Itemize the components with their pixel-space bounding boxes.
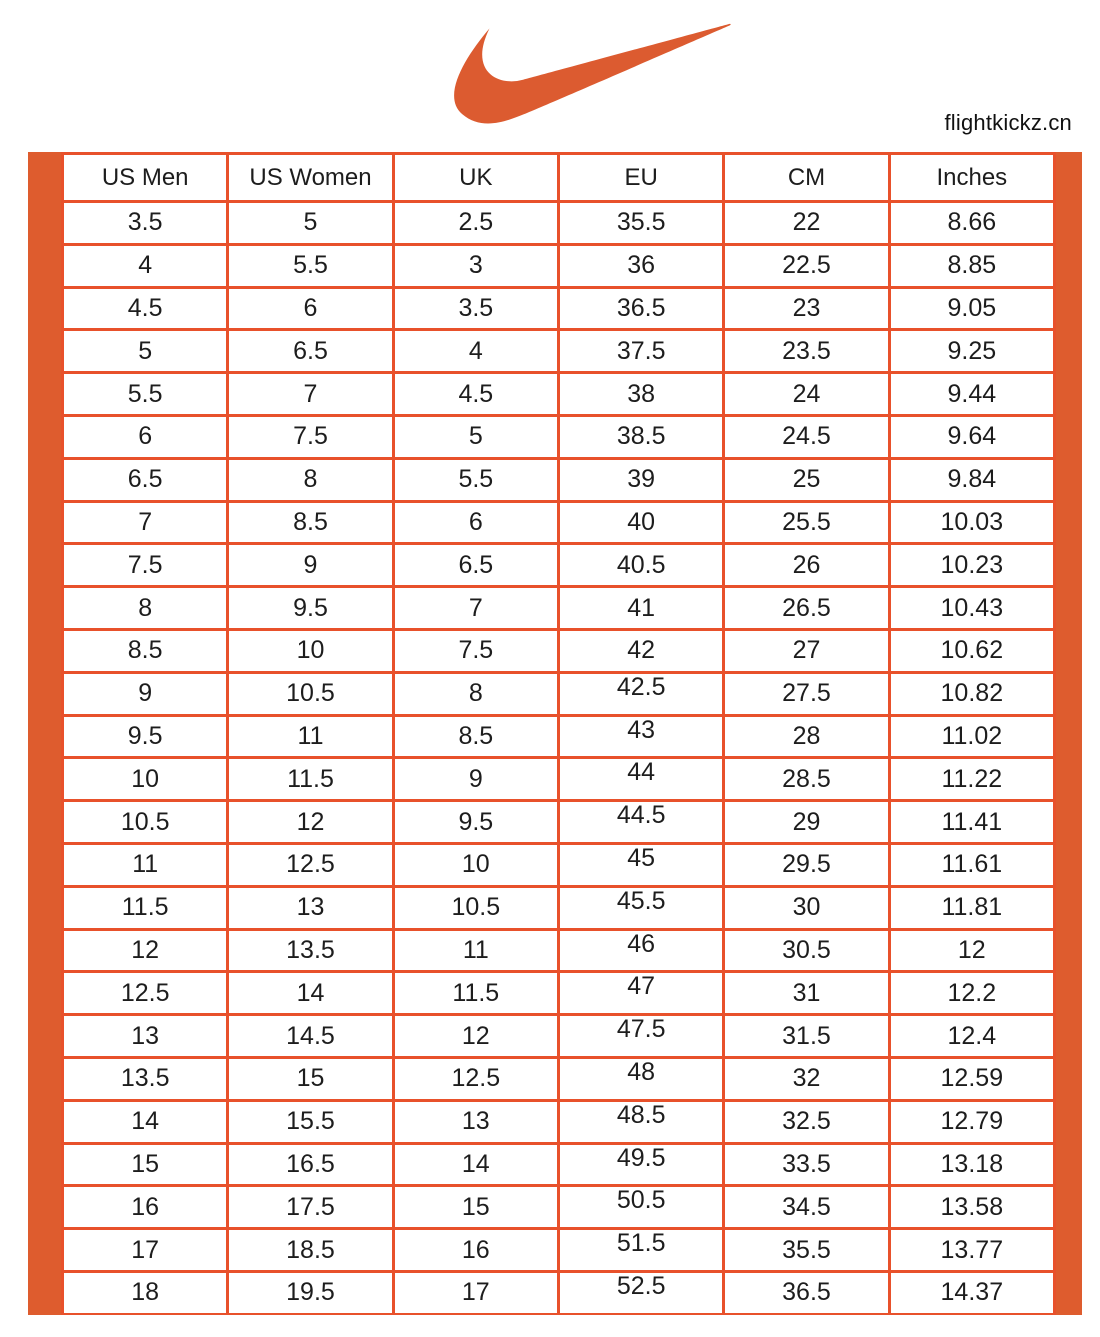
table-cell: 33.5 — [725, 1145, 887, 1185]
table-cell: 11.41 — [891, 802, 1053, 842]
table-cell: 14.5 — [229, 1016, 391, 1056]
table-cell: 48 — [560, 1059, 722, 1099]
table-cell: 14.37 — [891, 1273, 1053, 1313]
table-cell: 47 — [560, 973, 722, 1013]
table-cell: 37.5 — [560, 331, 722, 371]
table-cell: 47.5 — [560, 1016, 722, 1056]
table-cell: 12.5 — [395, 1059, 557, 1099]
table-cell: 6 — [395, 503, 557, 543]
table-cell: 12.5 — [229, 845, 391, 885]
table-cell: 8.85 — [891, 246, 1053, 286]
table-cell: 11.02 — [891, 717, 1053, 757]
table-cell: 17 — [64, 1230, 226, 1270]
table-cell: 31 — [725, 973, 887, 1013]
table-cell: 22.5 — [725, 246, 887, 286]
table-cell: 13.18 — [891, 1145, 1053, 1185]
table-cell: 8 — [229, 460, 391, 500]
table-cell: 10.5 — [229, 674, 391, 714]
table-cell: 27 — [725, 631, 887, 671]
table-cell: 10.43 — [891, 588, 1053, 628]
table-cell: 12 — [229, 802, 391, 842]
table-cell: 18.5 — [229, 1230, 391, 1270]
table-cell: 52.5 — [560, 1273, 722, 1313]
nike-swoosh-icon — [452, 22, 732, 124]
table-cell: 16.5 — [229, 1145, 391, 1185]
table-cell: 10.5 — [395, 888, 557, 928]
table-cell: 32 — [725, 1059, 887, 1099]
table-cell: 15 — [395, 1187, 557, 1227]
left-accent-bar — [28, 152, 61, 1315]
table-cell: 9.84 — [891, 460, 1053, 500]
table-cell: 4.5 — [64, 289, 226, 329]
table-cell: 7 — [64, 503, 226, 543]
table-cell: 44.5 — [560, 802, 722, 842]
table-cell: 9.64 — [891, 417, 1053, 457]
table-cell: 18 — [64, 1273, 226, 1313]
table-cell: 29.5 — [725, 845, 887, 885]
table-cell: 10.5 — [64, 802, 226, 842]
table-cell: 32.5 — [725, 1102, 887, 1142]
table-cell: 11.22 — [891, 759, 1053, 799]
table-cell: 23.5 — [725, 331, 887, 371]
column-header-us-men: US Men — [64, 155, 226, 200]
table-cell: 11.5 — [229, 759, 391, 799]
table-cell: 5 — [229, 203, 391, 243]
table-cell: 14 — [395, 1145, 557, 1185]
table-cell: 17.5 — [229, 1187, 391, 1227]
table-cell: 8 — [64, 588, 226, 628]
table-cell: 13.58 — [891, 1187, 1053, 1227]
table-cell: 4 — [64, 246, 226, 286]
table-cell: 25.5 — [725, 503, 887, 543]
table-cell: 3.5 — [64, 203, 226, 243]
table-cell: 45.5 — [560, 888, 722, 928]
table-cell: 40.5 — [560, 545, 722, 585]
masthead — [0, 0, 1100, 152]
watermark-text: flightkickz.cn — [944, 110, 1072, 135]
table-cell: 6.5 — [64, 460, 226, 500]
table-cell: 29 — [725, 802, 887, 842]
table-cell: 9 — [395, 759, 557, 799]
table-cell: 5.5 — [395, 460, 557, 500]
table-cell: 27.5 — [725, 674, 887, 714]
table-cell: 6 — [229, 289, 391, 329]
table-cell: 8.5 — [64, 631, 226, 671]
column-header-us-women: US Women — [229, 155, 391, 200]
table-cell: 10.23 — [891, 545, 1053, 585]
column-header-inches: Inches — [891, 155, 1053, 200]
table-cell: 11.5 — [395, 973, 557, 1013]
table-cell: 12 — [64, 931, 226, 971]
table-cell: 12.5 — [64, 973, 226, 1013]
table-cell: 9.44 — [891, 374, 1053, 414]
column-header-uk: UK — [395, 155, 557, 200]
table-cell: 2.5 — [395, 203, 557, 243]
table-cell: 15 — [229, 1059, 391, 1099]
table-cell: 15.5 — [229, 1102, 391, 1142]
table-cell: 6 — [64, 417, 226, 457]
table-cell: 8.66 — [891, 203, 1053, 243]
column-header-cm: CM — [725, 155, 887, 200]
table-cell: 9.5 — [229, 588, 391, 628]
table-cell: 35.5 — [560, 203, 722, 243]
table-cell: 42.5 — [560, 674, 722, 714]
table-cell: 51.5 — [560, 1230, 722, 1270]
table-cell: 11 — [64, 845, 226, 885]
table-cell: 4 — [395, 331, 557, 371]
table-cell: 3 — [395, 246, 557, 286]
size-conversion-table — [28, 152, 1082, 1315]
table-cell: 35.5 — [725, 1230, 887, 1270]
table-cell: 5 — [395, 417, 557, 457]
table-cell: 11.5 — [64, 888, 226, 928]
table-cell: 14 — [64, 1102, 226, 1142]
table-cell: 17 — [395, 1273, 557, 1313]
size-grid — [61, 152, 1056, 1315]
table-cell: 23 — [725, 289, 887, 329]
table-cell: 16 — [64, 1187, 226, 1227]
table-cell: 13 — [229, 888, 391, 928]
table-cell: 36.5 — [560, 289, 722, 329]
table-cell: 22 — [725, 203, 887, 243]
table-cell: 9 — [64, 674, 226, 714]
table-cell: 25 — [725, 460, 887, 500]
table-cell: 10 — [229, 631, 391, 671]
table-cell: 34.5 — [725, 1187, 887, 1227]
table-cell: 6.5 — [229, 331, 391, 371]
table-cell: 9.25 — [891, 331, 1053, 371]
table-cell: 5.5 — [64, 374, 226, 414]
table-cell: 28.5 — [725, 759, 887, 799]
table-cell: 5.5 — [229, 246, 391, 286]
table-cell: 8 — [395, 674, 557, 714]
table-cell: 13.5 — [64, 1059, 226, 1099]
table-cell: 15 — [64, 1145, 226, 1185]
table-cell: 4.5 — [395, 374, 557, 414]
table-cell: 10.62 — [891, 631, 1053, 671]
table-cell: 38 — [560, 374, 722, 414]
table-cell: 36.5 — [725, 1273, 887, 1313]
table-cell: 12.4 — [891, 1016, 1053, 1056]
table-cell: 13.5 — [229, 931, 391, 971]
table-cell: 16 — [395, 1230, 557, 1270]
table-cell: 40 — [560, 503, 722, 543]
table-cell: 12.59 — [891, 1059, 1053, 1099]
table-cell: 7 — [229, 374, 391, 414]
table-cell: 9.5 — [395, 802, 557, 842]
table-cell: 45 — [560, 845, 722, 885]
table-cell: 11.81 — [891, 888, 1053, 928]
right-accent-bar — [1056, 152, 1082, 1315]
table-cell: 11.61 — [891, 845, 1053, 885]
table-cell: 7.5 — [395, 631, 557, 671]
table-cell: 7.5 — [64, 545, 226, 585]
table-cell: 6.5 — [395, 545, 557, 585]
table-cell: 30 — [725, 888, 887, 928]
table-cell: 30.5 — [725, 931, 887, 971]
table-cell: 10 — [64, 759, 226, 799]
table-cell: 9 — [229, 545, 391, 585]
table-cell: 10.82 — [891, 674, 1053, 714]
table-cell: 13 — [64, 1016, 226, 1056]
table-cell: 43 — [560, 717, 722, 757]
table-cell: 39 — [560, 460, 722, 500]
table-cell: 11 — [229, 717, 391, 757]
column-header-eu: EU — [560, 155, 722, 200]
table-cell: 3.5 — [395, 289, 557, 329]
table-cell: 10 — [395, 845, 557, 885]
table-cell: 10.03 — [891, 503, 1053, 543]
table-cell: 50.5 — [560, 1187, 722, 1227]
table-cell: 7.5 — [229, 417, 391, 457]
table-cell: 24.5 — [725, 417, 887, 457]
table-cell: 7 — [395, 588, 557, 628]
table-cell: 13.77 — [891, 1230, 1053, 1270]
table-cell: 12.2 — [891, 973, 1053, 1013]
table-cell: 41 — [560, 588, 722, 628]
table-cell: 44 — [560, 759, 722, 799]
table-cell: 9.5 — [64, 717, 226, 757]
table-cell: 13 — [395, 1102, 557, 1142]
table-cell: 26.5 — [725, 588, 887, 628]
table-cell: 31.5 — [725, 1016, 887, 1056]
table-cell: 14 — [229, 973, 391, 1013]
table-cell: 26 — [725, 545, 887, 585]
table-cell: 36 — [560, 246, 722, 286]
table-cell: 38.5 — [560, 417, 722, 457]
table-cell: 9.05 — [891, 289, 1053, 329]
table-cell: 8.5 — [229, 503, 391, 543]
table-cell: 8.5 — [395, 717, 557, 757]
table-cell: 12 — [395, 1016, 557, 1056]
table-cell: 11 — [395, 931, 557, 971]
table-cell: 19.5 — [229, 1273, 391, 1313]
table-cell: 12.79 — [891, 1102, 1053, 1142]
table-cell: 28 — [725, 717, 887, 757]
table-cell: 24 — [725, 374, 887, 414]
table-cell: 49.5 — [560, 1145, 722, 1185]
table-cell: 48.5 — [560, 1102, 722, 1142]
table-cell: 5 — [64, 331, 226, 371]
table-cell: 12 — [891, 931, 1053, 971]
table-cell: 42 — [560, 631, 722, 671]
table-cell: 46 — [560, 931, 722, 971]
